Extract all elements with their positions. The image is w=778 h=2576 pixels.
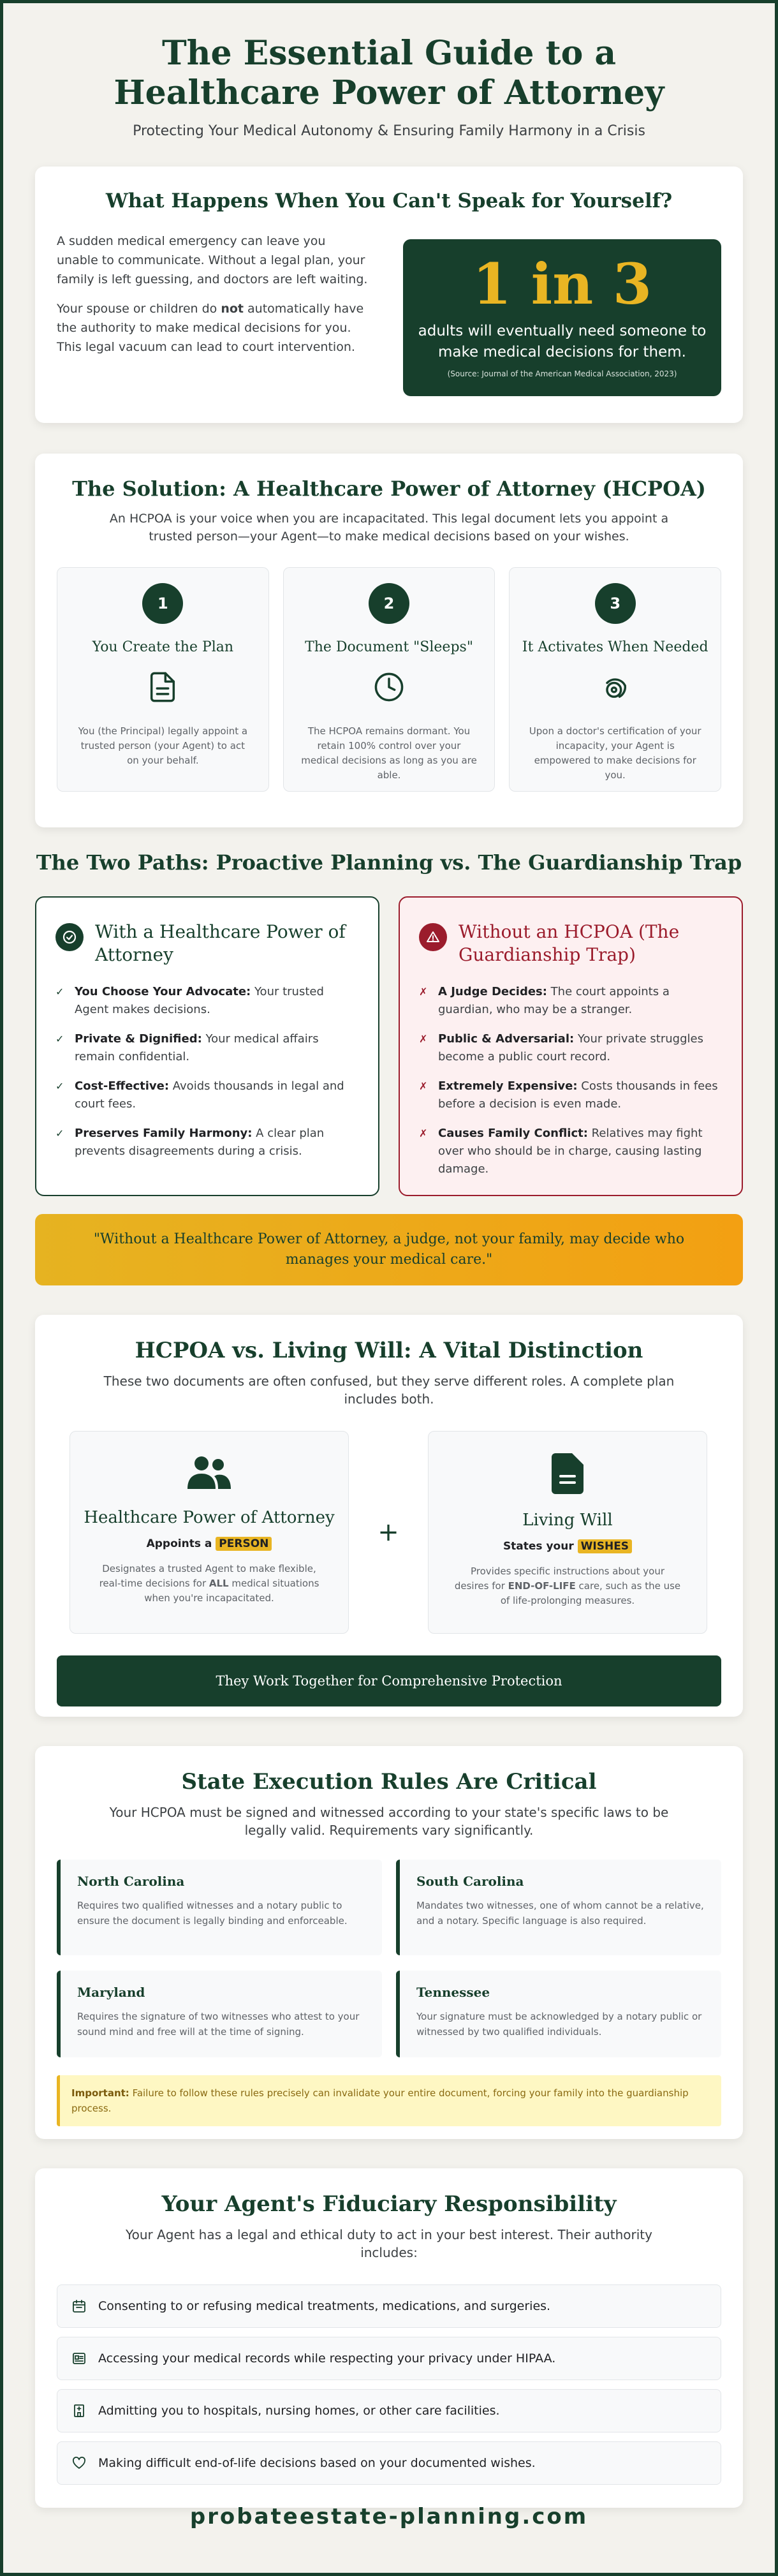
check-icon: ✓ (55, 1080, 64, 1092)
item-text: Costs thousands in fees before a decision is even made. (438, 1079, 718, 1111)
section-subtitle: An HCPOA is your voice when you are incapacitated. This legal document lets you appoint a trusted person—your Agent—to make medical decisions based on your wishes. (109, 512, 669, 544)
tag-prefix: States your (503, 1540, 578, 1553)
activation-icon (599, 670, 632, 704)
item-text: Your trusted Agent makes decisions. (75, 985, 324, 1016)
text-part: Your spouse or children do (57, 302, 221, 316)
step-text: You (the Principal) legally appoint a trusted person (your Agent) to act on your behalf. (78, 725, 248, 766)
list-item (55, 1030, 359, 1066)
plus-sign: + (378, 1518, 399, 1547)
text-part: Provides specific instructions about your desires for (454, 1566, 664, 1592)
section-vs-living-will (35, 1315, 743, 1717)
item-text: Avoids thousands in legal and court fees. (75, 1079, 344, 1111)
section-title: HCPOA vs. Living Will: A Vital Distinction (135, 1338, 643, 1363)
text-part: care, such as the use of life-prolonging measures. (500, 1580, 681, 1606)
card-description (454, 1564, 681, 1608)
path-with-hcpoa (35, 896, 379, 1196)
item-text: The court appoints a guardian, who may be a stranger. (438, 985, 670, 1016)
list-item (419, 1077, 723, 1113)
statistic-value: 1 in 3 (472, 251, 652, 317)
check-icon: ✓ (55, 1127, 64, 1139)
section-subtitle: Your HCPOA must be signed and witnessed according to your state's specific laws to be legally valid. Requirements vary significantly. (109, 1805, 669, 1838)
records-icon (71, 2351, 87, 2366)
item-label: Extremely Expensive: (438, 1079, 578, 1093)
text-bold: END-OF-LIFE (508, 1580, 576, 1592)
section-title: State Execution Rules Are Critical (181, 1769, 597, 1795)
notice-label: Important: (71, 2087, 129, 2099)
item-text: Your private struggles become a public court record. (438, 1032, 703, 1063)
path-header (55, 921, 359, 966)
cross-icon: ✗ (419, 986, 428, 998)
section-subtitle: Your Agent has a legal and ethical duty to act in your best interest. Their authority includes: (126, 2227, 652, 2260)
item-label: Preserves Family Harmony: (75, 1127, 253, 1140)
path-header (419, 921, 723, 966)
state-name: Maryland (77, 1985, 145, 2000)
card-title: Living Will (522, 1511, 613, 1530)
document-icon (146, 670, 179, 704)
check-icon: ✓ (55, 986, 64, 998)
path-title: Without an HCPOA (The Guardianship Trap) (459, 921, 680, 965)
risks-list (419, 983, 723, 1178)
list-item (419, 1030, 723, 1066)
item-label: Public & Adversarial: (438, 1032, 575, 1046)
intro-text (57, 232, 369, 396)
step-card (57, 567, 269, 792)
calendar-icon (71, 2298, 87, 2314)
check-icon: ✓ (55, 1033, 64, 1045)
item-label: Private & Dignified: (75, 1032, 202, 1046)
list-item (57, 2284, 721, 2328)
state-text: Mandates two witnesses, one of whom cannot be a relative, and a notary. Specific language is also required. (416, 1900, 704, 1927)
together-banner: They Work Together for Comprehensive Protection (57, 1655, 721, 1706)
section-solution (35, 454, 743, 827)
state-name: North Carolina (77, 1874, 185, 1889)
step-text: The HCPOA remains dormant. You retain 100% control over your medical decisions as long as you are able. (301, 725, 477, 781)
text-bold: not (221, 302, 244, 316)
section-title: Your Agent's Fiduciary Responsibility (161, 2191, 617, 2217)
hospital-icon (71, 2403, 87, 2418)
duties-list (57, 2284, 721, 2485)
clock-icon (372, 670, 406, 704)
step-number: 2 (369, 583, 409, 624)
paths-title: The Two Paths: Proactive Planning vs. The Guardianship Trap (36, 850, 742, 875)
state-text: Requires two qualified witnesses and a notary public to ensure the document is legally binding and enforceable. (77, 1900, 348, 1927)
step-title: The Document "Sleeps" (305, 639, 473, 655)
section-title: What Happens When You Can't Speak for Yourself? (105, 189, 673, 212)
notice-text: Failure to follow these rules precisely can invalidate your entire document, forcing your family into the guardianship process. (71, 2087, 689, 2114)
comparison-row (57, 1431, 721, 1634)
list-item (55, 1125, 359, 1160)
statistic-box (403, 239, 721, 396)
state-card-tennessee (396, 1971, 721, 2057)
path-title: With a Healthcare Power of Attorney (95, 921, 346, 965)
duty-text: Admitting you to hospitals, nursing homes, or other care facilities. (98, 2404, 500, 2418)
state-text: Requires the signature of two witnesses who attest to your sound mind and free will at the time of signing. (77, 2011, 360, 2038)
list-item (419, 983, 723, 1019)
important-notice (57, 2075, 721, 2126)
step-number: 3 (595, 583, 636, 624)
hero (35, 34, 743, 139)
state-card-south-carolina (396, 1860, 721, 1955)
list-item (57, 2389, 721, 2432)
item-text: Your medical affairs remain confidential. (75, 1032, 319, 1063)
section-speak-for-yourself (35, 167, 743, 423)
duty-text: Accessing your medical records while respecting your privacy under HIPAA. (98, 2351, 556, 2365)
intro-paragraph-1: A sudden medical emergency can leave you unable to communicate. Without a legal plan, your family is left guessing, and doctors are left waiting. (57, 234, 368, 286)
section-body (57, 232, 721, 396)
page-subtitle: Protecting Your Medical Autonomy & Ensuring Family Harmony in a Crisis (133, 123, 645, 139)
state-card-maryland (57, 1971, 382, 2057)
list-item (57, 2337, 721, 2380)
text-bold: ALL (209, 1578, 229, 1589)
duty-text: Making difficult end-of-life decisions based on your documented wishes. (98, 2456, 536, 2470)
section-subtitle: These two documents are often confused, but they serve different roles. A complete plan includes both. (103, 1373, 675, 1407)
list-item (419, 1125, 723, 1178)
step-text: Upon a doctor's certification of your incapacity, your Agent is empowered to make decisions for you. (529, 725, 701, 781)
state-name: South Carolina (416, 1874, 524, 1889)
quote-banner: "Without a Healthcare Power of Attorney, a judge, not your family, may decide who manages your medical care." (35, 1214, 743, 1285)
section-state-rules (35, 1746, 743, 2139)
cross-icon: ✗ (419, 1127, 428, 1139)
list-item (55, 983, 359, 1019)
warning-icon (419, 923, 447, 951)
text-part: medical situations when you're incapacitated. (144, 1578, 319, 1604)
card-description (96, 1562, 323, 1606)
card-title: Healthcare Power of Attorney (84, 1508, 335, 1527)
page-title: The Essential Guide to a Healthcare Power of Attorney (114, 34, 664, 112)
cross-icon: ✗ (419, 1080, 428, 1092)
list-item (55, 1077, 359, 1113)
heart-icon (71, 2455, 87, 2471)
item-text: A clear plan prevents disagreements during a crisis. (75, 1127, 325, 1158)
card-tag (429, 1540, 707, 1553)
item-label: A Judge Decides: (438, 985, 547, 998)
card-tag (70, 1537, 348, 1550)
tag-highlight: PERSON (216, 1537, 272, 1551)
intro-paragraph-2 (57, 299, 369, 357)
benefits-list (55, 983, 359, 1160)
steps-list (57, 567, 721, 792)
item-label: You Choose Your Advocate: (75, 985, 251, 998)
text-part: automatically have the authority to make medical decisions for you. This legal vacuum can lead to court intervention. (57, 302, 364, 354)
footer-website: probateestate-planning.com (189, 2504, 589, 2529)
section-title: The Solution: A Healthcare Power of Attorney (HCPOA) (72, 477, 706, 501)
hcpoa-card (70, 1431, 349, 1634)
statistic-source: (Source: Journal of the American Medical Association, 2023) (447, 369, 677, 378)
states-grid (57, 1860, 721, 2057)
item-label: Causes Family Conflict: (438, 1127, 588, 1140)
step-title: It Activates When Needed (522, 639, 708, 655)
cross-icon: ✗ (419, 1033, 428, 1045)
step-title: You Create the Plan (92, 639, 234, 655)
path-without-hcpoa (399, 896, 743, 1196)
statistic-text: adults will eventually need someone to make medical decisions for them. (418, 323, 707, 360)
tag-highlight: WISHES (578, 1539, 632, 1553)
tag-prefix: Appoints a (146, 1537, 216, 1550)
step-card (509, 567, 721, 792)
item-label: Cost-Effective: (75, 1079, 170, 1093)
text-part: Designates a trusted Agent to make flexible, real-time decisions for (99, 1563, 316, 1589)
check-circle-icon (55, 923, 84, 951)
file-icon (552, 1453, 584, 1494)
item-text: Relatives may fight over who should be in charge, causing lasting damage. (438, 1127, 703, 1176)
state-card-north-carolina (57, 1860, 382, 1955)
duty-text: Consenting to or refusing medical treatments, medications, and surgeries. (98, 2299, 551, 2313)
step-card (283, 567, 495, 792)
state-text: Your signature must be acknowledged by a notary public or witnessed by two qualified individuals. (416, 2011, 702, 2038)
list-item (57, 2441, 721, 2485)
section-fiduciary (35, 2168, 743, 2508)
step-number: 1 (142, 583, 183, 624)
people-icon (185, 1453, 233, 1492)
state-name: Tennessee (416, 1985, 490, 2000)
living-will-card (428, 1431, 707, 1634)
